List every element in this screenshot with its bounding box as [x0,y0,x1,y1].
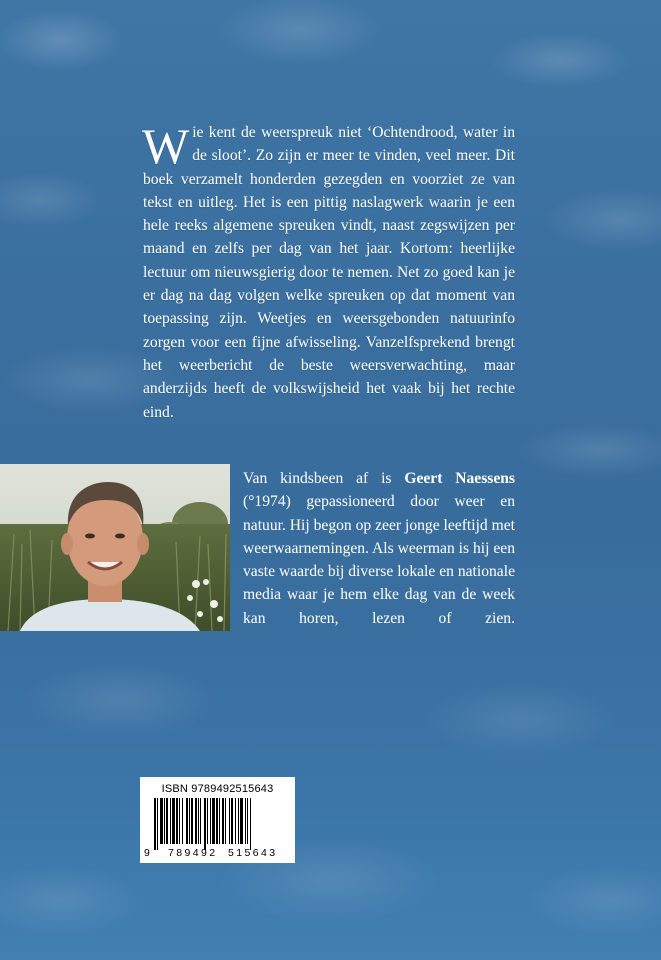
barcode-icon [154,798,282,850]
barcode-digits-left: 789492 [168,847,218,859]
drop-cap: W [142,118,190,174]
bio-rest: (°1974) gepassioneerd door weer en natuur. Hij begon op zeer jonge leeftijd met weerwaarnemingen. Als weerman is hij een vaste waarde bij diverse lokale en nationale media waar je hem elke dag van de week kan horen, lezen of zien. [243,493,515,627]
author-name: Geert Naessens [404,470,516,487]
author-photo [0,464,230,631]
isbn-label: ISBN 9789492515643 [161,783,274,795]
isbn-barcode [140,777,295,863]
book-blurb [142,118,515,424]
barcode-digit-first: 9 [144,847,150,859]
barcode-digits-right: 515643 [228,847,278,859]
author-bio [243,467,515,630]
bio-intro: Van kindsbeen af is [243,470,405,487]
author-portrait-image [0,464,230,631]
blurb-text: ie kent de weerspreuk niet ‘Ochtendrood, water in de sloot’. Zo zijn er meer te vinden, veel meer. Dit boek verzamelt honderden gezegden en voorziet ze van tekst en uitleg. Het is een pittig naslagwerk waarin je een hele reeks algemene spreuken vindt, naast zegswijzen per maand en zelfs per dag van het jaar. Kortom: heerlijke lectuur om nieuwsgierig door te nemen. Net zo goed kan je er dag na dag volgen welke spreuken op dat moment van toepassing zijn. Weetjes en weersgebonden natuurinfo zorgen voor een fijne afwisseling. Vanzelfsprekend brengt het weerbericht de beste weersverwachting, maar anderzijds heeft de volkswijsheid het vaak bij het rechte eind. [143,124,515,421]
